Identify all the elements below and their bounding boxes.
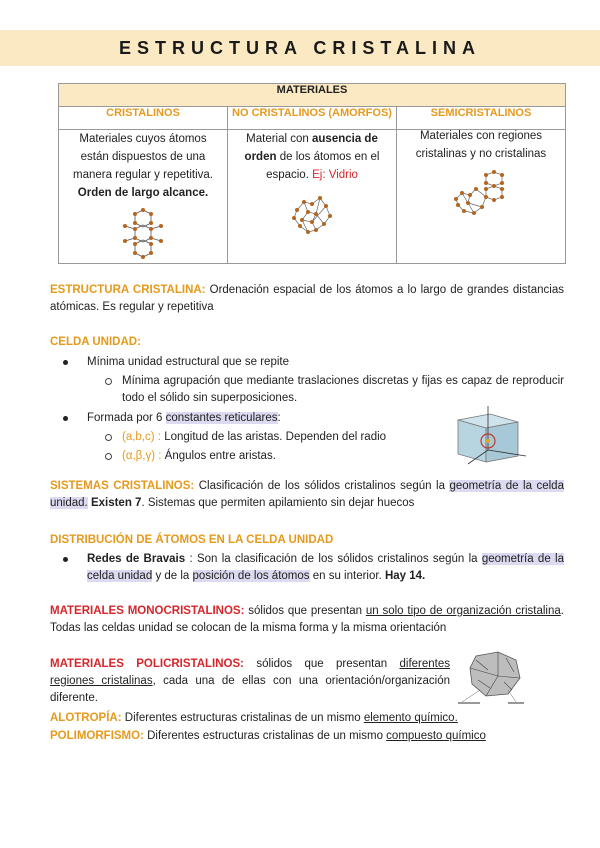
- celda-sub-1: [50, 373, 564, 407]
- semicrystalline-structure-icon: [446, 169, 516, 224]
- mono-underline: un solo tipo de organización cristalina: [365, 605, 561, 617]
- poli-underline: diferentes regiones cristalinas: [50, 658, 451, 687]
- amorfos-bold: ausencia de orden: [244, 133, 378, 163]
- crystal-lattice-icon: [113, 208, 173, 263]
- header-semicristalinos: SEMICRISTALINOS: [397, 107, 566, 130]
- constantes-reticulares: constantes reticulares: [165, 412, 278, 424]
- cell-amorfos: [228, 130, 397, 264]
- polimorfismo-pre: Diferentes estructuras cristalinas de un mismo: [147, 730, 383, 742]
- poli-paragraph: [50, 656, 450, 707]
- celda-label: CELDA UNIDAD:: [50, 336, 141, 348]
- amorfos-example: Ej: Vidrio: [312, 169, 358, 181]
- mono-label: MATERIALES MONOCRISTALINOS:: [50, 605, 245, 617]
- bravais-label: Redes de Bravais: [87, 553, 186, 565]
- bravais-text-1: : Son la clasificación de los sólidos cristalinos según la: [189, 553, 478, 565]
- poli-pre: sólidos que presentan: [256, 658, 388, 670]
- header-amorfos: NO CRISTALINOS (AMORFOS): [228, 107, 397, 130]
- cell-cristalinos: [59, 130, 228, 264]
- abc-label: (a,b,c) :: [122, 431, 161, 443]
- celda-bullet-2-pre: Formada por 6: [87, 412, 163, 424]
- celda-bullet-2-post: :: [277, 412, 281, 424]
- estructura-label: ESTRUCTURA CRISTALINA:: [50, 284, 206, 296]
- alotropia-paragraph: [50, 710, 564, 727]
- semi-text: Materiales con regiones cristalinas y no cristalinas: [415, 130, 547, 160]
- angles-label: (α,β,γ) :: [122, 450, 162, 462]
- bravais-text-3: en su interior.: [312, 570, 382, 582]
- estructura-text: Ordenación espacial de los átomos a lo largo de grandes distancias atómicas. Es regular y repetitiva: [50, 284, 564, 313]
- polimorfismo-underline: compuesto químico: [386, 730, 486, 742]
- amorfos-post: de los átomos en el espacio.: [266, 151, 380, 181]
- abc-text: Longitud de las aristas. Dependen del radio: [164, 431, 387, 443]
- title-banner: [0, 30, 600, 66]
- sistemas-paragraph: [50, 478, 564, 512]
- bravais-count: Hay 14.: [384, 570, 426, 582]
- poli-label: MATERIALES POLICRISTALINOS:: [50, 658, 244, 670]
- sistemas-label: SISTEMAS CRISTALINOS:: [50, 480, 195, 492]
- angles-text: Ángulos entre aristas.: [164, 450, 276, 462]
- amorphous-structure-icon: [282, 190, 342, 240]
- bravais-highlight-2: posición de los átomos: [192, 570, 310, 582]
- polimorfismo-paragraph: [50, 728, 564, 745]
- unit-cell-diagram-icon: [448, 406, 530, 466]
- poli-post: , cada una de ellas con una orientación/organización diferente.: [50, 675, 451, 704]
- sistemas-pre: Clasificación de los sólidos cristalinos según la: [198, 480, 445, 492]
- celda-bullet-1-text: Mínima unidad estructural que se repite: [87, 356, 289, 368]
- mono-post: . Todas las celdas unidad se colocan de la misma forma y la misma orientación: [50, 605, 564, 634]
- alotropia-underline: elemento químico.: [363, 712, 458, 724]
- sistemas-post: . Sistemas que permiten apilamiento sin dejar huecos: [141, 497, 415, 509]
- alotropia-pre: Diferentes estructuras cristalinas de un mismo: [124, 712, 361, 724]
- cristalinos-text: Materiales cuyos átomos están dispuestos de una manera regular y repetitiva.: [73, 133, 213, 181]
- cell-semicristalinos: [397, 130, 566, 264]
- header-cristalinos: CRISTALINOS: [59, 107, 228, 130]
- amorfos-pre: Material con: [246, 133, 309, 145]
- estructura-paragraph: [50, 282, 564, 316]
- celda-sub-1-text: Mínima agrupación que mediante traslaciones discretas y fijas es capaz de reproducir todo el sólido sin superposiciones.: [122, 375, 564, 404]
- table-caption: MATERIALES: [59, 84, 566, 107]
- distribucion-section: [50, 532, 564, 585]
- bravais-text-2: y de la: [155, 570, 190, 582]
- page-title: ESTRUCTURA CRISTALINA: [119, 37, 481, 58]
- alotropia-label: ALOTROPÍA:: [50, 712, 122, 724]
- mono-pre: sólidos que presentan: [248, 605, 363, 617]
- sistemas-highlight: geometría de la celda unidad.: [50, 480, 564, 509]
- polycrystal-diagram-icon: [458, 650, 528, 708]
- sistemas-bold: Existen 7: [90, 497, 142, 509]
- bravais-highlight-1: geometría de la celda unidad: [87, 553, 564, 582]
- materials-table: [58, 83, 566, 264]
- distribucion-bullet: [50, 551, 564, 585]
- polimorfismo-label: POLIMORFISMO:: [50, 730, 144, 742]
- mono-paragraph: [50, 603, 564, 637]
- celda-bullet-1: [50, 354, 564, 371]
- distribucion-label: DISTRIBUCIÓN DE ÁTOMOS EN LA CELDA UNIDAD: [50, 534, 334, 546]
- cristalinos-bold: Orden de largo alcance.: [77, 187, 209, 199]
